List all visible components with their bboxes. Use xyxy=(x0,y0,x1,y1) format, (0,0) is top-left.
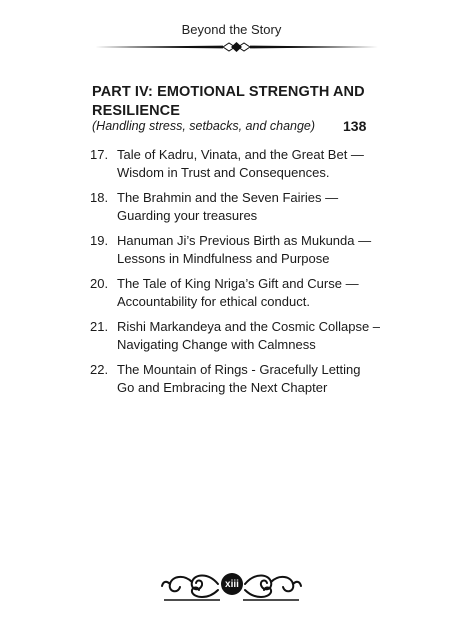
toc-entry-title: The Brahmin and the Seven Fairies — Guarding your treasures xyxy=(117,190,339,223)
table-of-contents xyxy=(90,146,380,404)
running-head: Beyond the Story xyxy=(181,22,282,37)
toc-entry-number: 22. xyxy=(90,362,109,377)
toc-entry xyxy=(90,189,380,224)
part-subtitle: (Handling stress, setbacks, and change) xyxy=(92,119,316,133)
toc-entry-number: 21. xyxy=(90,319,109,334)
toc-entry-title: Rishi Markandeya and the Cosmic Collapse – Navigating Change with Calmness xyxy=(117,319,381,352)
toc-entry xyxy=(90,232,380,267)
toc-entry-title: The Mountain of Rings - Gracefully Letting Go and Embracing the Next Chapter xyxy=(117,362,361,395)
toc-entry-title: Hanuman Ji’s Previous Birth as Mukunda — Lessons in Mindfulness and Purpose xyxy=(117,233,372,266)
toc-entry xyxy=(90,361,380,396)
toc-entry-title: The Tale of King Nriga’s Gift and Curse — Accountability for ethical conduct. xyxy=(117,276,359,309)
toc-entry xyxy=(90,275,380,310)
toc-entry-number: 17. xyxy=(90,147,109,162)
toc-entry-number: 18. xyxy=(90,190,109,205)
toc-entry-number: 20. xyxy=(90,276,109,291)
header-divider-ornament xyxy=(95,40,378,54)
toc-entry xyxy=(90,146,380,181)
part-page-number: 138 xyxy=(343,118,367,134)
toc-entry xyxy=(90,318,380,353)
page-folio-badge: xiii xyxy=(221,573,243,595)
toc-entry-number: 19. xyxy=(90,233,109,248)
toc-entry-title: Tale of Kadru, Vinata, and the Great Bet — Wisdom in Trust and Consequences. xyxy=(117,147,364,180)
part-title: PART IV: EMOTIONAL STRENGTH AND RESILIENCE xyxy=(92,84,365,119)
